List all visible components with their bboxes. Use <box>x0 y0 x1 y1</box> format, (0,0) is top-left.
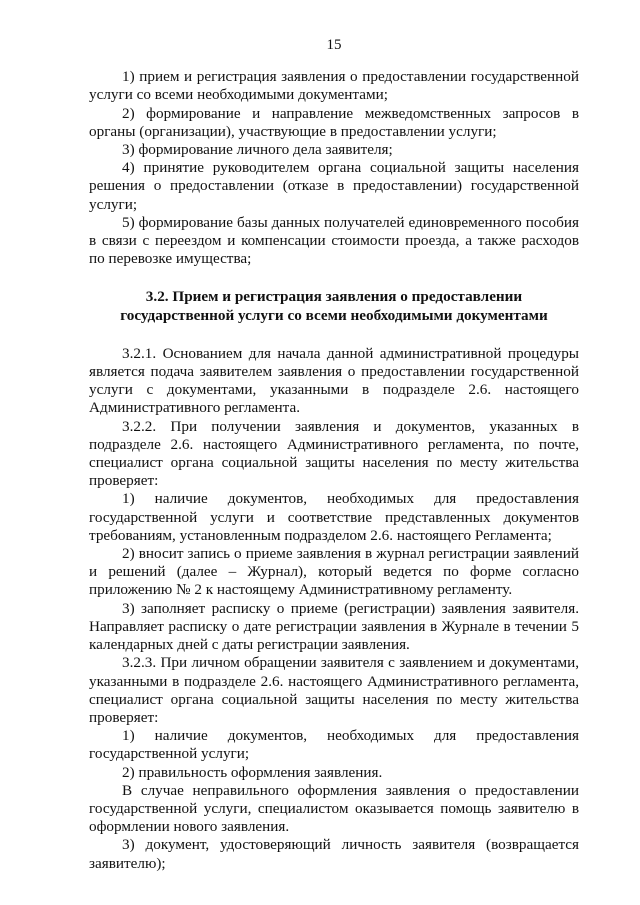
procedure-list <box>89 68 579 268</box>
body-paragraph: 3.2.1. Основанием для начала данной административной процедуры является подача заявителем заявления о предоставлении государственной услуги с документами, указанными в подразделе 2.6. настоящего Административного регламента. <box>89 344 579 417</box>
list-item: 3) формирование личного дела заявителя; <box>122 141 393 159</box>
section-heading <box>89 288 579 324</box>
body-paragraph: 3) документ, удостоверяющий личность заявителя (возвращается заявителю); <box>89 836 579 872</box>
body-paragraph: 3) заполняет расписку о приеме (регистрации) заявления заявителя. Направляет расписку о дате регистрации заявления в Журнале в течении 5 календарных дней с даты регистрации заявления. <box>89 599 579 654</box>
body-paragraph: 1) наличие документов, необходимых для предоставления государственной услуги; <box>89 727 579 763</box>
body-paragraph: В случае неправильного оформления заявления о предоставлении государственной услуги, специалистом оказывается помощь заявителю в оформлении нового заявления. <box>89 781 579 836</box>
body-paragraph: 3.2.3. При личном обращении заявителя с заявлением и документами, указанными в подразделе 2.6. настоящего Административного регламента, специалист органа социальной защиты населения по месту жительства проверяет: <box>89 654 579 726</box>
list-item: 2) формирование и направление межведомственных запросов в органы (организации), участвующие в предоставлении услуги; <box>89 104 579 140</box>
section-heading-line: 3.2. Прием и регистрация заявления о предоставлении <box>145 288 523 306</box>
body-paragraph: 1) наличие документов, необходимых для предоставления государственной услуги и соответствие представленных документов требованиям, установленным подразделом 2.6. настоящего Регламента; <box>89 490 579 544</box>
section-heading-line: государственной услуги со всеми необходимыми документами <box>120 306 548 324</box>
document-page <box>89 36 579 873</box>
body-paragraph: 3.2.2. При получении заявления и документов, указанных в подразделе 2.6. настоящего Административного регламента, по почте, специалист органа социальной защиты населения по месту жительства проверяет: <box>89 417 579 490</box>
list-item: 4) принятие руководителем органа социальной защиты населения решения о предоставлении (отказе в предоставлении) государственной услуги; <box>89 159 579 213</box>
list-item: 5) формирование базы данных получателей единовременного пособия в связи с переездом и компенсации стоимости проезда, а также расходов по перевозке имущества; <box>89 213 579 268</box>
body-paragraph: 2) правильность оформления заявления. <box>122 763 383 781</box>
body-paragraph: 2) вносит запись о приеме заявления в журнал регистрации заявлений и решений (далее – Журнал), который ведется по форме согласно приложению № 2 к настоящему Административному регламенту. <box>89 545 579 599</box>
page-number: 15 <box>326 37 342 53</box>
list-item: 1) прием и регистрация заявления о предоставлении государственной услуги со всеми необходимыми документами; <box>89 68 579 104</box>
section-body <box>89 345 579 873</box>
